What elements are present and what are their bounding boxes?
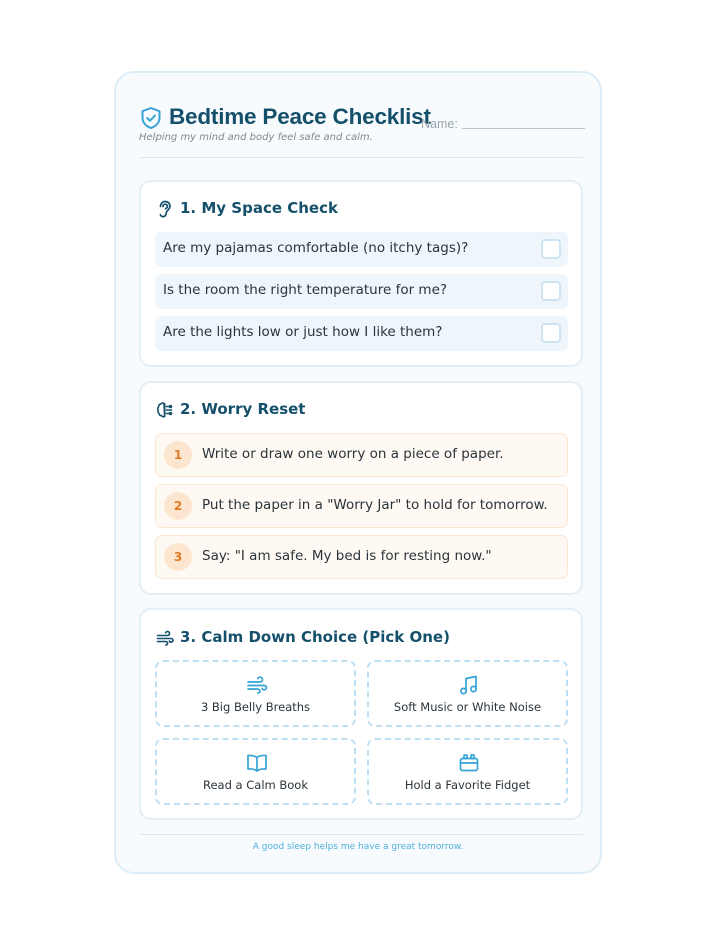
choice-label: Read a Calm Book [202,778,308,792]
choice-label: Hold a Favorite Fidget [404,778,531,792]
footer-text: A good sleep helps me have a great tomorrow. [252,842,464,852]
wind-icon [246,674,268,696]
open-book-icon [246,752,268,774]
section-title: 3. Calm Down Choice (Pick One) [180,628,450,646]
checklist-item-text: Are the lights low or just how I like them? [163,324,443,340]
step-number: 1 [164,441,192,469]
footer-divider [139,834,583,835]
section-calm-down-choice [139,608,583,820]
ear-icon [156,200,174,218]
choice-read-book[interactable] [155,738,356,805]
step-text: Write or draw one worry on a piece of paper. [202,446,504,462]
section-space-check [139,180,583,367]
choice-label: Soft Music or White Noise [393,700,542,714]
section-title: 1. My Space Check [180,199,338,217]
step-item [155,535,568,579]
checklist-item-text: Are my pajamas comfortable (no itchy tags)? [163,240,469,256]
step-text: Say: "I am safe. My bed is for resting now." [202,548,492,564]
page-subtitle: Helping my mind and body feel safe and calm. [139,132,373,143]
name-field[interactable] [421,117,585,131]
checklist-item[interactable] [155,274,568,309]
step-text: Put the paper in a "Worry Jar" to hold for tomorrow. [202,497,548,513]
checklist-item[interactable] [155,232,568,267]
step-item [155,484,568,528]
checkbox[interactable] [541,239,561,259]
page-title: Bedtime Peace Checklist [169,104,431,129]
checklist-item-text: Is the room the right temperature for me? [163,282,448,298]
shield-check-icon [140,106,162,130]
choice-soft-music[interactable] [367,660,568,727]
fidget-toy-icon [458,752,480,774]
brain-icon [156,401,174,419]
step-number: 2 [164,492,192,520]
checklist-item[interactable] [155,316,568,351]
name-line[interactable] [462,127,585,129]
wind-icon [156,629,174,647]
section-title: 2. Worry Reset [180,400,306,418]
header-divider [139,157,583,158]
step-number: 3 [164,543,192,571]
step-item [155,433,568,477]
checkbox[interactable] [541,281,561,301]
choice-belly-breaths[interactable] [155,660,356,727]
checkbox[interactable] [541,323,561,343]
choice-fidget[interactable] [367,738,568,805]
music-note-icon [458,674,480,696]
choice-label: 3 Big Belly Breaths [200,700,311,714]
checklist-card [114,71,602,874]
name-label: Name: [421,117,458,131]
section-worry-reset [139,381,583,595]
